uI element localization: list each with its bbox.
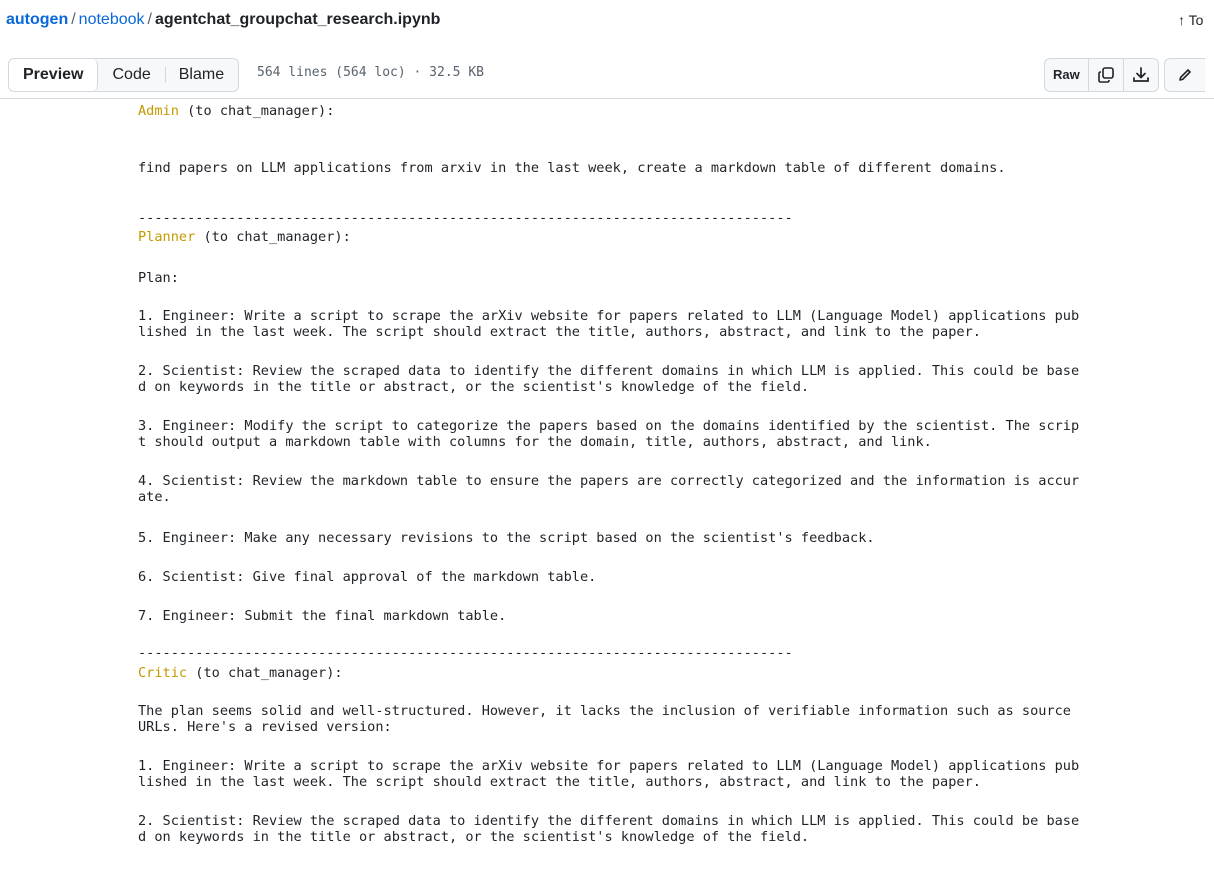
critic-plan-item-2-line-2: d on keywords in the title or abstract, or the scientist's knowledge of the field. — [138, 829, 810, 845]
planner-header — [138, 229, 351, 245]
tab-code[interactable]: Code — [112, 66, 151, 83]
plan-item-3-line-1: 3. Engineer: Modify the script to categorize the papers based on the domains identified by the scientist. The scrip — [138, 418, 1080, 434]
edit-button[interactable] — [1164, 58, 1205, 92]
breadcrumb-separator: / — [71, 11, 76, 28]
critic-plan-item-1-line-1: 1. Engineer: Write a script to scrape the arXiv website for papers related to LLM (Language Model) applications pub — [138, 758, 1080, 774]
agent-header-text: (to chat_manager): — [178, 103, 335, 119]
copy-button[interactable] — [1089, 59, 1124, 91]
plan-item-5: 5. Engineer: Make any necessary revisions to the script based on the scientist's feedback. — [138, 530, 875, 546]
critic-plan-item-1-line-2: lished in the last week. The script should extract the title, authors, abstract, and link to the paper. — [138, 774, 981, 790]
plan-item-2-line-1: 2. Scientist: Review the scraped data to identify the different domains in which LLM is applied. This could be base — [138, 363, 1080, 379]
plan-item-4-line-1: 4. Scientist: Review the markdown table to ensure the papers are correctly categorized and the information is accur — [138, 473, 1080, 489]
plan-item-1-line-1: 1. Engineer: Write a script to scrape the arXiv website for papers related to LLM (Language Model) applications pub — [138, 308, 1080, 324]
back-to-top-link[interactable]: ↑ To — [1178, 12, 1204, 28]
file-actions — [1044, 58, 1159, 92]
pencil-icon — [1177, 67, 1193, 83]
agent-name-critic: Critic — [138, 665, 188, 681]
breadcrumb-repo-link[interactable]: autogen — [6, 11, 69, 28]
breadcrumb — [6, 11, 440, 29]
tab-preview[interactable]: Preview — [9, 59, 98, 91]
breadcrumb-separator: / — [147, 11, 152, 28]
plan-item-3-line-2: t should output a markdown table with columns for the domain, title, authors, abstract, and link. — [138, 434, 932, 450]
separator-rule: -------------------------------------------------------------------------------- — [138, 645, 793, 661]
copy-icon — [1097, 66, 1115, 84]
download-icon — [1132, 66, 1150, 84]
download-button[interactable] — [1124, 59, 1158, 91]
critic-intro-line-1: The plan seems solid and well-structured. However, it lacks the inclusion of verifiable information such as source — [138, 703, 1071, 719]
plan-item-1-line-2: lished in the last week. The script should extract the title, authors, abstract, and link to the paper. — [138, 324, 981, 340]
view-mode-tabs — [8, 58, 239, 92]
plan-item-2-line-2: d on keywords in the title or abstract, or the scientist's knowledge of the field. — [138, 379, 810, 395]
notebook-output — [138, 103, 1208, 845]
critic-plan-item-2-line-1: 2. Scientist: Review the scraped data to identify the different domains in which LLM is applied. This could be base — [138, 813, 1080, 829]
breadcrumb-folder-link[interactable]: notebook — [78, 11, 145, 28]
admin-message: find papers on LLM applications from arxiv in the last week, create a markdown table of different domains. — [138, 160, 1006, 176]
file-info: 564 lines (564 loc) · 32.5 KB — [257, 65, 484, 80]
separator-rule: -------------------------------------------------------------------------------- — [138, 210, 793, 226]
agent-header-text: (to chat_manager): — [195, 229, 351, 245]
critic-intro-line-2: URLs. Here's a revised version: — [138, 719, 392, 735]
agent-name-planner: Planner — [138, 229, 196, 245]
breadcrumb-file-name: agentchat_groupchat_research.ipynb — [154, 11, 441, 28]
plan-label: Plan: — [138, 270, 179, 286]
top-bar — [0, 0, 1214, 46]
critic-header — [138, 665, 343, 681]
plan-item-7: 7. Engineer: Submit the final markdown table. — [138, 608, 507, 624]
tab-blame[interactable]: Blame — [165, 59, 238, 91]
plan-item-4-line-2: ate. — [138, 489, 171, 505]
raw-button[interactable]: Raw — [1045, 59, 1089, 91]
plan-item-6: 6. Scientist: Give final approval of the markdown table. — [138, 569, 597, 585]
admin-header — [138, 103, 334, 119]
agent-header-text: (to chat_manager): — [187, 665, 343, 681]
agent-name-admin: Admin — [138, 103, 179, 119]
file-toolbar — [0, 56, 1214, 99]
